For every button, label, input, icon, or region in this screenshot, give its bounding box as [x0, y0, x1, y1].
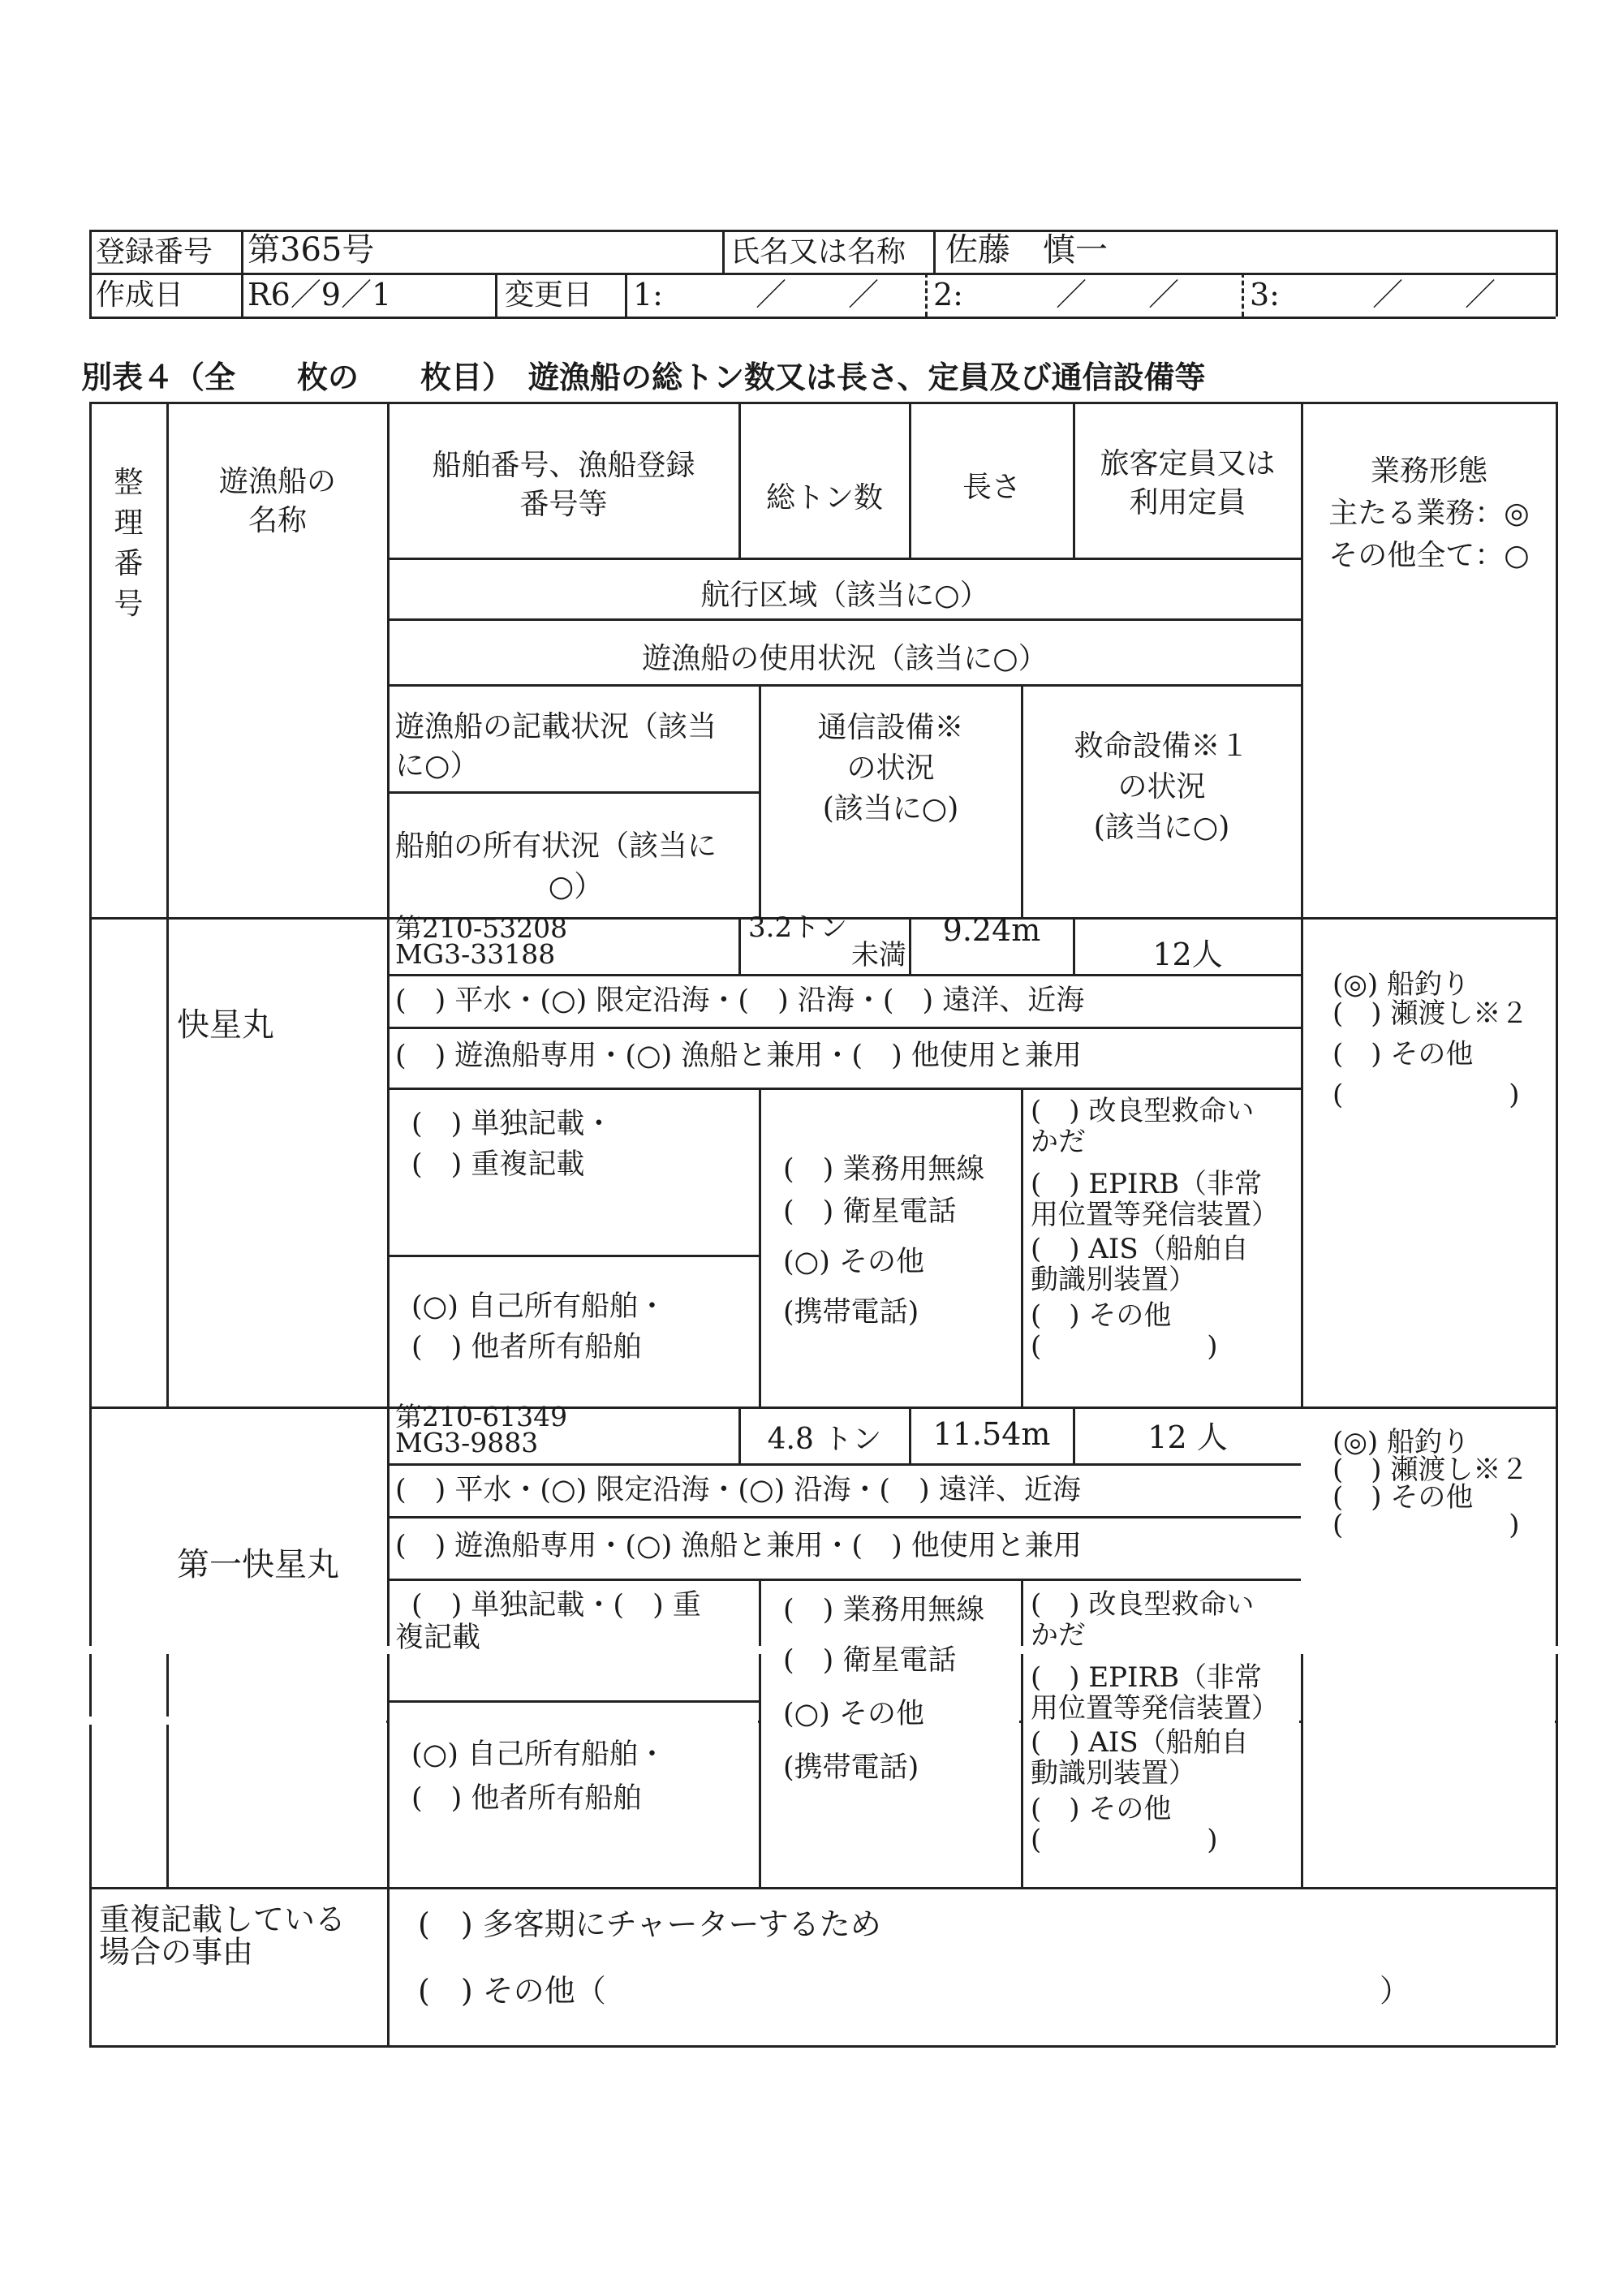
- boat-1-tonnage-line2: 未満: [851, 939, 906, 971]
- owner-header-line2: ○）: [548, 870, 604, 903]
- reg-no-label: 登録番号: [96, 235, 213, 269]
- boat-2-number: [395, 1401, 568, 1458]
- number-header-line1: 船舶番号、漁船登録: [432, 449, 695, 482]
- boat-2-record: [395, 1589, 756, 1654]
- boat-1-record-1: ( ) 単独記載・: [411, 1108, 613, 1140]
- boat-2-business-1: (◎) 船釣り: [1332, 1426, 1470, 1458]
- tonnage-header: 総トン数: [765, 481, 883, 515]
- boat-2-rescue-4: 用位置等発信装置）: [1031, 1692, 1279, 1725]
- boat-1-record: [411, 1104, 613, 1185]
- boat-1-capacity: 12人: [1152, 937, 1223, 972]
- boat-2-owner-1: (○) 自己所有船舶・: [411, 1738, 666, 1771]
- boat-1-business: [1332, 970, 1556, 1109]
- boat-1-business-2: ( ) 瀬渡し※２: [1332, 997, 1529, 1030]
- boat-2-rescue-7: ( ) その他: [1031, 1793, 1172, 1825]
- boat-2-business-2: ( ) 瀬渡し※２: [1332, 1454, 1529, 1486]
- boat-2-rescue-2: かだ: [1031, 1619, 1086, 1652]
- boat-1-area: ( ) 平水・(○) 限定沿海・( ) 沿海・( ) 遠洋、近海: [395, 984, 1085, 1017]
- boat-2-comm-1: ( ) 業務用無線: [783, 1594, 985, 1626]
- usage-header: 遊漁船の使用状況（該当に○）: [642, 642, 1048, 675]
- name-value: 佐藤 慎一: [945, 231, 1108, 269]
- boat-2-comm-3: (○) その他: [783, 1698, 924, 1730]
- footer-label-line2: 場合の事由: [99, 1934, 254, 1970]
- seiri-char-2: 理: [114, 506, 144, 540]
- boat-1-tonnage: [740, 911, 906, 971]
- business-header-line2: 主たる業務：◎: [1328, 497, 1530, 530]
- created-label: 作成日: [96, 278, 184, 312]
- boat-1-number-line2: MG3-33188: [395, 938, 556, 970]
- boat-2-business: [1332, 1428, 1556, 1539]
- capacity-header-line1: 旅客定員又は: [1100, 447, 1276, 480]
- record-header-line2: に○）: [395, 749, 480, 782]
- boat-1-rescue-3: ( ) EPIRB（非常: [1031, 1168, 1263, 1200]
- boat-1-business-3: ( ) その他: [1332, 1038, 1474, 1070]
- boat-2-comm-4: (携帯電話): [783, 1751, 919, 1784]
- boat-1-rescue-7: ( ) その他: [1031, 1299, 1172, 1332]
- business-header: [1302, 450, 1556, 577]
- footer-option-other: ( ) その他（: [418, 1973, 606, 2009]
- owner-header-line1: 船舶の所有状況（該当に: [395, 829, 717, 863]
- boat-1-comm: [783, 1148, 984, 1333]
- boat-2-number-line2: MG3-9883: [395, 1427, 539, 1458]
- boat-1-number: [395, 912, 568, 970]
- footer-label: [99, 1903, 346, 1968]
- boat-2-usage: ( ) 遊漁船専用・(○) 漁船と兼用・( ) 他使用と兼用: [395, 1530, 1082, 1562]
- created-value: R6／9／1: [248, 277, 392, 312]
- boat-1-length: 9.24m: [942, 912, 1041, 948]
- boat-2-length: 11.54m: [932, 1416, 1051, 1452]
- boat-2-rescue-5: ( ) AIS（船舶自: [1031, 1726, 1249, 1759]
- boat-1-name: 快星丸: [177, 1006, 274, 1044]
- capacity-header-line2: 利用定員: [1129, 486, 1246, 519]
- rescue-header-line2: の状況: [1117, 770, 1206, 803]
- seiri-char-4: 号: [114, 588, 144, 621]
- change-date-1: 1: ／ ／: [633, 277, 879, 312]
- footer-option-charter: ( ) 多客期にチャーターするため: [418, 1906, 881, 1942]
- business-header-line3: その他全て：○: [1328, 539, 1530, 572]
- comm-header: [760, 708, 1021, 829]
- record-header: [395, 708, 756, 786]
- boat-2-name: 第一快星丸: [177, 1546, 339, 1583]
- rescue-header-line3: (該当に○): [1093, 811, 1230, 844]
- boat-2-rescue-1: ( ) 改良型救命い: [1031, 1588, 1255, 1621]
- boat-1-rescue-6: 動識別装置）: [1031, 1264, 1196, 1296]
- mask-f: [1303, 1717, 1555, 1725]
- boat-2-number-line1: 第210-61349: [395, 1401, 568, 1432]
- area-header: 航行区域（該当に○）: [700, 579, 989, 612]
- record-header-line1: 遊漁船の記載状況（該当: [395, 710, 717, 743]
- boat-1-rescue-2: かだ: [1031, 1126, 1086, 1158]
- footer-option-other-close: ）: [1380, 1973, 1411, 2009]
- boat-2-owner-2: ( ) 他者所有船舶: [411, 1782, 642, 1815]
- boat-1-usage: ( ) 遊漁船専用・(○) 漁船と兼用・( ) 他使用と兼用: [395, 1040, 1082, 1072]
- comm-header-line3: (該当に○): [822, 792, 959, 825]
- boat-2-area: ( ) 平水・(○) 限定沿海・(○) 沿海・( ) 遠洋、近海: [395, 1474, 1081, 1506]
- footer-label-line1: 重複記載している: [99, 1902, 347, 1937]
- boat-1-rescue: [1031, 1096, 1279, 1362]
- boat-1-comm-2: ( ) 衛星電話: [783, 1195, 957, 1228]
- boat-2-business-4: ( ): [1332, 1509, 1520, 1541]
- boat-1-rescue-8: ( ): [1031, 1330, 1218, 1363]
- mask-b: [88, 1717, 386, 1725]
- comm-header-line1: 通信設備※: [817, 711, 964, 744]
- name-label: 氏名又は名称: [730, 235, 906, 269]
- length-header: 長さ: [962, 471, 1021, 504]
- comm-header-line2: の状況: [846, 752, 935, 785]
- reg-no-value: 第365号: [248, 231, 375, 269]
- business-header-line1: 業務形態: [1370, 454, 1487, 488]
- boat-2-owner: [411, 1733, 666, 1820]
- boat-1-number-line1: 第210-53208: [395, 912, 568, 944]
- boat-1-tonnage-line1: 3.2トン: [748, 911, 848, 944]
- rescue-header-line1: 救命設備※１: [1074, 730, 1250, 763]
- page-title: 別表４（全 枚の 枚目） 遊漁船の総トン数又は長さ、定員及び通信設備等: [81, 360, 1206, 395]
- boat-2-rescue-8: ( ): [1031, 1824, 1218, 1856]
- owner-header: [395, 826, 756, 907]
- boat-2-rescue-6: 動識別装置）: [1031, 1757, 1196, 1790]
- rescue-header: [1022, 726, 1301, 848]
- boat-2-record-1: ( ) 単独記載・( ) 重: [411, 1589, 701, 1622]
- boat-1-rescue-4: 用位置等発信装置）: [1031, 1199, 1279, 1231]
- boat-2-rescue-3: ( ) EPIRB（非常: [1031, 1661, 1263, 1694]
- boat-name-header-line2: 名称: [248, 504, 307, 537]
- boat-2-tonnage: [740, 1416, 909, 1458]
- seiri-header: [91, 463, 166, 625]
- boat-1-comm-1: ( ) 業務用無線: [783, 1153, 985, 1186]
- boat-1-business-1: (◎) 船釣り: [1332, 968, 1470, 1001]
- change-date-3: 3: ／ ／: [1250, 277, 1496, 312]
- boat-1-business-4: ( ): [1332, 1079, 1520, 1111]
- seiri-char-3: 番: [114, 547, 144, 580]
- boat-1-owner-2: ( ) 他者所有船舶: [411, 1331, 642, 1363]
- changed-label: 変更日: [505, 278, 593, 312]
- boat-name-header-line1: 遊漁船の: [218, 465, 336, 498]
- boat-1-rescue-5: ( ) AIS（船舶自: [1031, 1233, 1249, 1265]
- seiri-char-1: 整: [114, 466, 144, 499]
- boat-2-tonnage-line1: 4.8 トン: [767, 1423, 882, 1456]
- number-header: [389, 446, 738, 524]
- boat-2-rescue: [1031, 1589, 1279, 1855]
- boat-2-comm: [783, 1589, 984, 1789]
- capacity-header: [1074, 445, 1301, 523]
- boat-1-comm-4: (携帯電話): [783, 1296, 919, 1329]
- change-date-2: 2: ／ ／: [933, 277, 1179, 312]
- number-header-line2: 番号等: [519, 488, 608, 521]
- boat-1-owner-1: (○) 自己所有船舶・: [411, 1290, 666, 1323]
- boat-1-owner: [411, 1286, 666, 1368]
- boat-1-record-2: ( ) 重複記載: [411, 1148, 585, 1181]
- mask-c: [390, 1717, 758, 1725]
- boat-2-record-2: 複記載: [395, 1622, 481, 1654]
- boat-2-business-3: ( ) その他: [1332, 1481, 1474, 1514]
- boat-2-capacity: 12 人: [1147, 1419, 1228, 1455]
- boat-1-rescue-1: ( ) 改良型救命い: [1031, 1095, 1255, 1127]
- boat-1-comm-3: (○) その他: [783, 1246, 924, 1278]
- boat-name-header: [168, 463, 387, 541]
- boat-2-comm-2: ( ) 衛星電話: [783, 1644, 957, 1677]
